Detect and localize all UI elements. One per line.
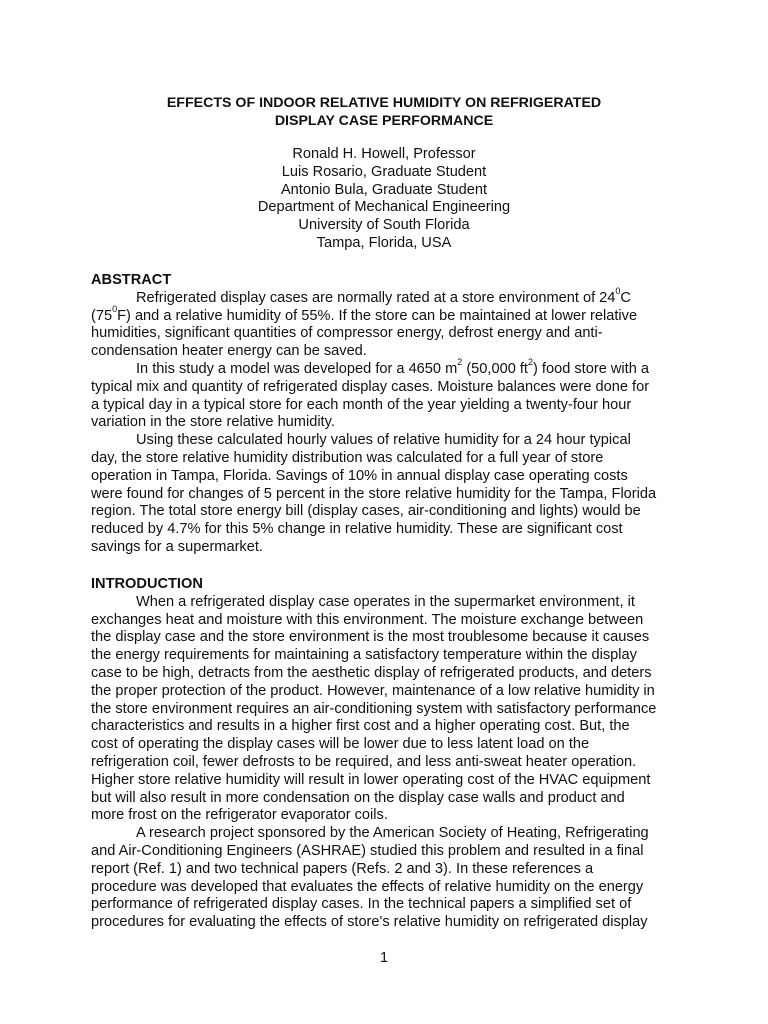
intro-line: characteristics and results in a higher first cost and a higher operating cost. But, the [91, 718, 630, 735]
intro-line: performance of refrigerated display cases. In the technical papers a simplified set of [91, 896, 632, 913]
abstract-line: variation in the store relative humidity. [91, 414, 335, 431]
title-line-1: EFFECTS OF INDOOR RELATIVE HUMIDITY ON REFRIGERATED [166, 95, 602, 111]
author-line: Antonio Bula, Graduate Student [280, 181, 488, 198]
intro-line: more frost on the refrigerator evaporator coils. [91, 807, 388, 824]
affiliation-department: Department of Mechanical Engineering [257, 199, 511, 216]
abstract-line: condensation heater energy can be saved. [91, 343, 367, 360]
intro-line: Higher store relative humidity will result in lower operating cost of the HVAC equipment [91, 771, 651, 788]
abstract-line: region. The total store energy bill (display cases, air-conditioning and lights) would be [91, 503, 641, 520]
abstract-line: humidities, significant quantities of compressor energy, defrost energy and anti- [91, 325, 603, 342]
intro-line: exchanges heat and moisture with this environment. The moisture exchange between [91, 611, 644, 628]
affiliation-location: Tampa, Florida, USA [316, 234, 452, 251]
intro-line: cost of operating the display cases will be lower due to less latent load on the [91, 736, 590, 753]
paper-title [0, 94, 768, 130]
abstract-line: reduced by 4.7% for this 5% change in relative humidity. These are significant cost [91, 521, 623, 538]
intro-line: the energy requirements for maintaining a satisfactory temperature within the display [91, 647, 637, 664]
author-line: Ronald H. Howell, Professor [292, 146, 476, 162]
intro-line: case to be high, detracts from the aesthetic display of refrigerated products, and deters [91, 664, 652, 681]
title-line-2: DISPLAY CASE PERFORMANCE [274, 113, 494, 129]
abstract-line: $(75^0F)$ and a relative humidity of 55%. If the store can be maintained at lower relative [91, 303, 638, 324]
intro-line: and Air-Conditioning Engineers (ASHRAE) studied this problem and resulted in a final [91, 842, 644, 859]
intro-line: but will also result in more condensation on the display case walls and product and [91, 789, 625, 806]
intro-line: report (Ref. 1) and two technical papers (Refs. 2 and 3). In these references a [91, 860, 594, 877]
intro-line: the display case and the store environment is the most troublesome because it causes [91, 629, 650, 646]
author-line: Luis Rosario, Graduate Student [281, 163, 487, 180]
abstract-line: a typical day in a typical store for each month of the year yielding a twenty-four hour [91, 396, 632, 413]
abstract-section [91, 272, 691, 557]
abstract-line: operation in Tampa, Florida. Savings of 10% in annual display case operating costs [91, 467, 628, 484]
intro-line: A research project sponsored by the American Society of Heating, Refrigerating [136, 825, 649, 842]
intro-line: refrigeration coil, fewer defrosts to be required, and less anti-sweat heater operation. [91, 753, 637, 770]
abstract-line: Refrigerated display cases are normally rated at a store environment of $24^0C$ [136, 285, 631, 306]
intro-line: the store environment requires an air-conditioning system with satisfactory performance [91, 700, 657, 717]
intro-line: When a refrigerated display case operates in the supermarket environment, it [136, 593, 635, 610]
introduction-section [91, 576, 691, 932]
abstract-line: Using these calculated hourly values of relative humidity for a 24 hour typical [136, 432, 631, 449]
intro-line: the proper protection of the product. However, maintenance of a low relative humidity in [91, 682, 655, 699]
intro-line: procedures for evaluating the effects of store's relative humidity on refrigerated display [91, 914, 648, 931]
abstract-line: In this study a model was developed for a 4650 $m^2$ (50,000 $ft^2$) food store with a [136, 357, 649, 377]
page-number: 1 [379, 950, 389, 966]
abstract-line: day, the store relative humidity distribution was calculated for a full year of store [91, 449, 604, 466]
abstract-line: typical mix and quantity of refrigerated display cases. Moisture balances were done for [91, 378, 650, 395]
intro-line: procedure was developed that evaluates the effects of relative humidity on the energy [91, 878, 644, 895]
abstract-line: were found for changes of 5 percent in the store relative humidity for the Tampa, Florida [91, 485, 657, 502]
abstract-heading: ABSTRACT [91, 272, 172, 288]
introduction-heading: INTRODUCTION [91, 576, 203, 592]
affiliation-university: University of South Florida [298, 217, 470, 234]
author-block [0, 146, 768, 253]
abstract-line: savings for a supermarket. [91, 538, 263, 555]
